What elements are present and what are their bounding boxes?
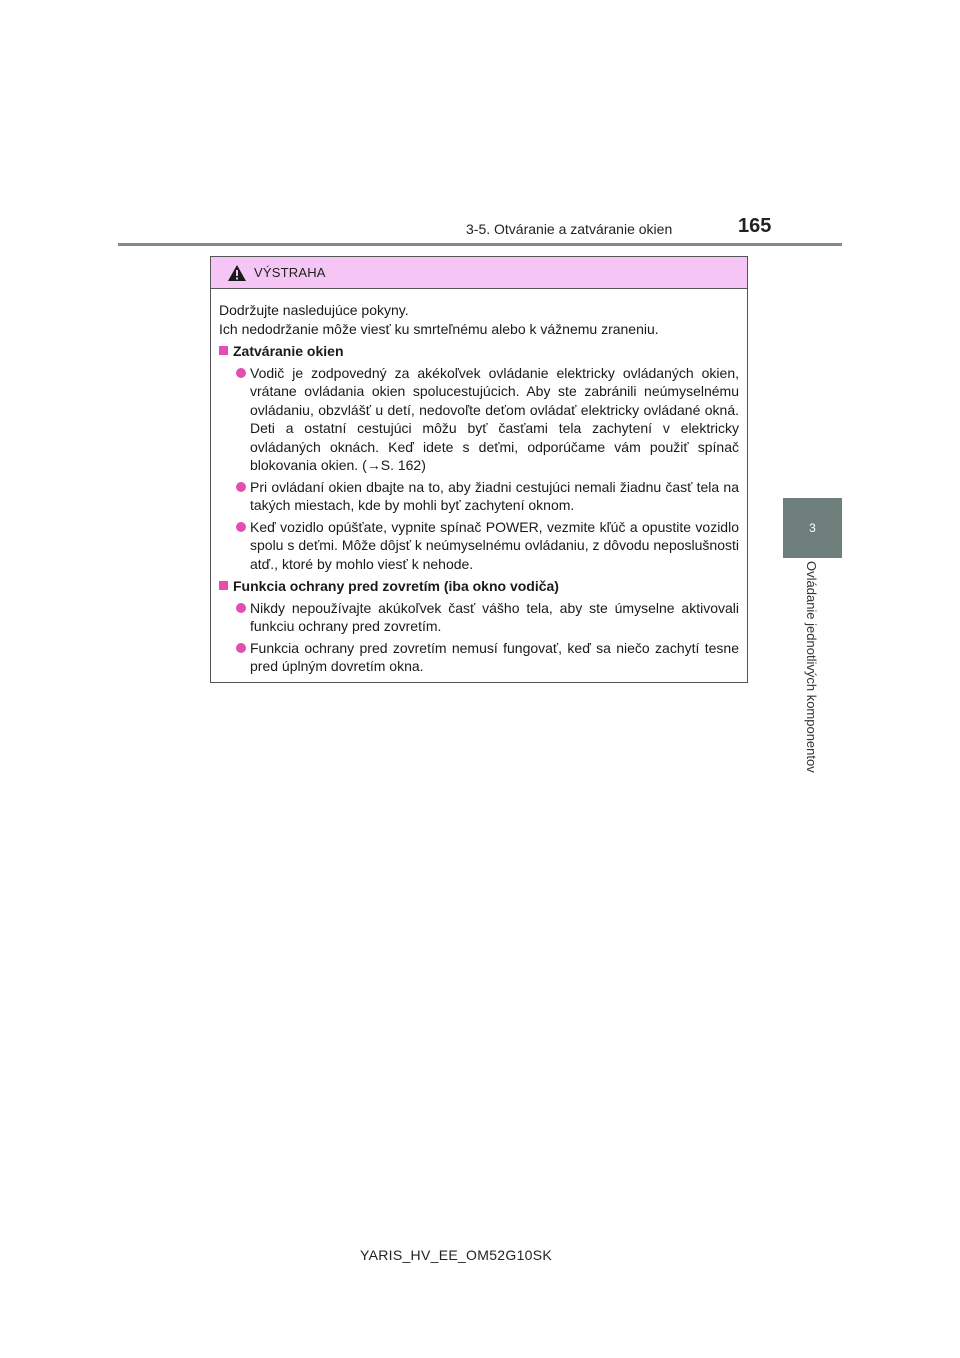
warning-intro-line: Dodržujte nasledujúce pokyny. — [219, 302, 409, 318]
list-item-text: Pri ovládaní okien dbajte na to, aby žiadni cestujúci nemali žiadnu časť tela na takých miestach, kde by mohli byť zachytení oknom. — [250, 478, 739, 513]
footer-doc-code: YARIS_HV_EE_OM52G10SK — [360, 1247, 553, 1263]
warning-title: VÝSTRAHA — [254, 265, 326, 280]
list-item — [219, 599, 739, 636]
round-bullet-icon — [236, 368, 246, 378]
list-item-text: Vodič je zodpovedný za akékoľvek ovládanie elektricky ovládaných okien, vrátane ovládania okien spolucestujúcich. Aby ste zabránili neúmyselnému ovládaniu, obzvlášť u detí, nedovoľte deťom ovládať elektricky ovládané okná. Deti a ostatní cestujúci môžu byť časťami tela zachytení v elektricky ovládaných oknách. Keď idete s deťmi, odporúčame vám použiť spínač blokovania okien. (→S. 162) — [250, 364, 739, 473]
page-number: 165 — [738, 215, 772, 237]
round-bullet-icon — [236, 482, 246, 492]
list-item — [219, 364, 739, 475]
header-rule — [118, 243, 842, 246]
chapter-title: Ovládanie jednotlivých komponentov — [804, 561, 819, 773]
round-bullet-icon — [236, 603, 246, 613]
list-item — [219, 639, 739, 676]
header-section-title: 3-5. Otváranie a zatváranie okien — [466, 221, 673, 237]
list-item — [219, 478, 739, 515]
round-bullet-icon — [236, 522, 246, 532]
list-item — [219, 518, 739, 574]
chapter-number: 3 — [809, 521, 816, 535]
section-heading — [219, 577, 739, 596]
section-heading-text: Funkcia ochrany pred zovretím (iba okno vodiča) — [233, 578, 559, 594]
list-item-text: Keď vozidlo opúšťate, vypnite spínač POWER, vezmite kľúč a opustite vozidlo spolu s deťmi. Môže dôjsť k neúmyselnému ovládaniu, z dôvodu neposlušnosti atď., ktoré by mohlo viesť k nehode. — [250, 518, 739, 572]
warning-box — [210, 256, 748, 683]
chapter-side-rail — [783, 561, 842, 804]
warning-body — [211, 289, 747, 676]
warning-triangle-icon — [227, 264, 247, 282]
chapter-tab[interactable] — [783, 498, 842, 558]
section-heading-text: Zatváranie okien — [233, 343, 344, 359]
list-item-text: Nikdy nepoužívajte akúkoľvek časť vášho tela, aby ste úmyselne aktivovali funkciu ochrany pred zovretím. — [250, 599, 739, 634]
warning-header — [211, 257, 747, 289]
square-bullet-icon — [219, 346, 228, 355]
square-bullet-icon — [219, 581, 228, 590]
list-item-text: Funkcia ochrany pred zovretím nemusí fungovať, keď sa niečo zachytí tesne pred úplným dovretím okna. — [250, 639, 739, 674]
round-bullet-icon — [236, 643, 246, 653]
warning-intro-line: Ich nedodržanie môže viesť ku smrteľnému alebo k vážnemu zraneniu. — [219, 320, 659, 337]
warning-section — [219, 342, 739, 573]
section-heading — [219, 342, 739, 361]
warning-section — [219, 577, 739, 676]
